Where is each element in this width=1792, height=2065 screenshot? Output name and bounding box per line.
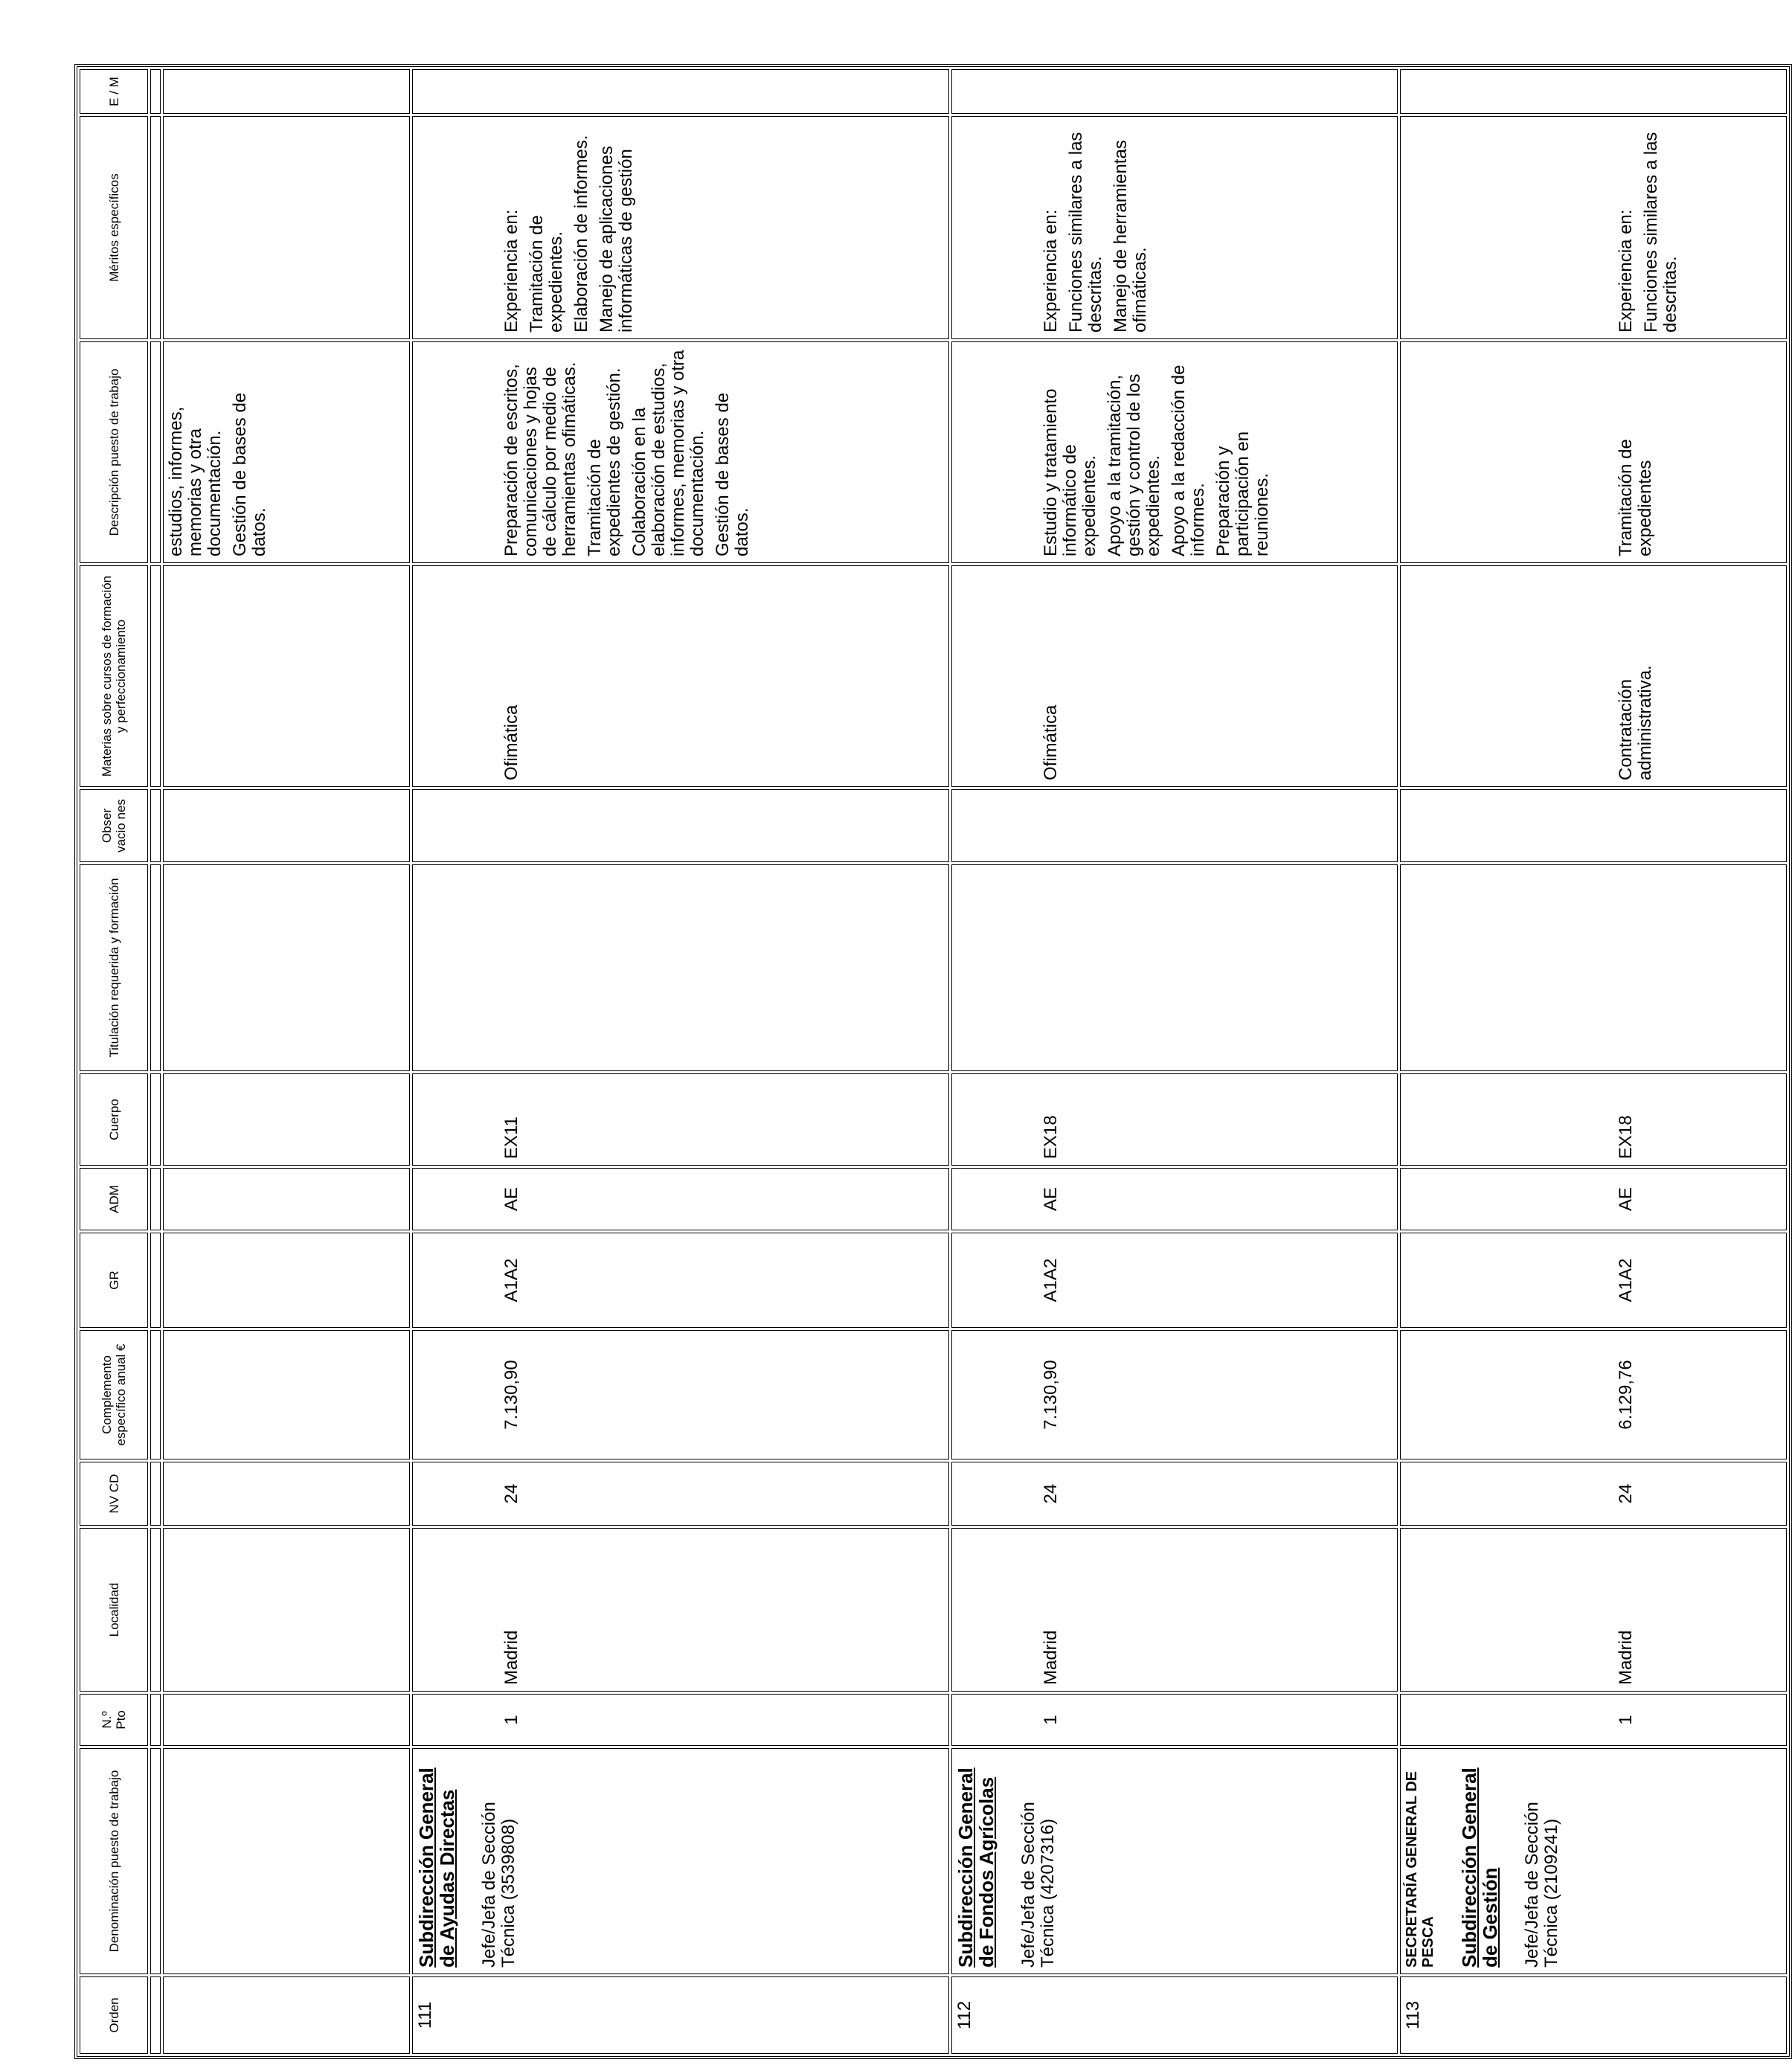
localidad-cell: Madrid <box>1400 1528 1787 1692</box>
section-heading: Subdirección General de Fondos Agrícolas <box>954 1767 998 1968</box>
adm-cell: AE <box>1400 1168 1787 1230</box>
em-cell <box>951 69 1398 114</box>
meritos-cell <box>951 116 1398 339</box>
section-heading: Subdirección General de Ayudas Directas <box>415 1767 458 1968</box>
header-materias: Materias sobre cursos de formación y perfeccionamiento <box>80 565 148 787</box>
materias-cell: Ofimática <box>951 565 1398 787</box>
orden-cell: 111 <box>412 1976 949 2054</box>
description-item: Tramitación de expedientes de gestión. <box>585 367 624 556</box>
description-item: Apoyo a la redacción de informes. <box>1169 364 1208 556</box>
gr-cell: A1A2 <box>1400 1233 1787 1328</box>
header-localidad: Localidad <box>80 1528 148 1692</box>
merit-item: Funciones similares a las descritas. <box>1066 132 1105 333</box>
orden-cell: 112 <box>951 1976 1398 2054</box>
merit-item: Elaboración de informes. <box>571 135 591 333</box>
spacer-row <box>150 69 161 2054</box>
titulacion-cell <box>1400 864 1787 1071</box>
meritos-cell <box>1400 116 1787 339</box>
description-item: Colaboración en la elaboración de estudios, informes, memorias y otra documentación. <box>629 350 707 556</box>
denominacion-cell <box>412 1748 949 1974</box>
table-body <box>150 69 1787 2054</box>
titulacion-cell <box>951 864 1398 1071</box>
header-nvcd: NV CD <box>80 1462 148 1526</box>
materias-cell: Contratación administrativa. <box>1400 565 1787 787</box>
nvcd-cell: 24 <box>1400 1462 1787 1526</box>
table-row <box>412 69 949 2054</box>
descripcion-cell <box>1400 341 1787 563</box>
complemento-cell: 7.130,90 <box>412 1330 949 1459</box>
adm-cell: AE <box>951 1168 1398 1230</box>
materias-cell: Ofimática <box>412 565 949 787</box>
merit-item: Experiencia en: <box>1041 209 1061 333</box>
header-row <box>80 69 148 2054</box>
cuerpo-cell: EX11 <box>412 1073 949 1166</box>
header-em: E / M <box>80 69 148 114</box>
header-complemento: Complemento específico anual € <box>80 1330 148 1459</box>
job-title: Jefe/Jefa de Sección Técnica (3539808) <box>479 1802 518 1968</box>
header-gr: GR <box>80 1233 148 1328</box>
npto-cell: 1 <box>951 1694 1398 1746</box>
em-cell <box>1400 69 1787 114</box>
description-item: Tramitación de expedientes <box>1616 439 1655 556</box>
gr-cell: A1A2 <box>412 1233 949 1328</box>
header-orden: Orden <box>80 1976 148 2054</box>
complemento-cell: 6.129,76 <box>1400 1330 1787 1459</box>
merit-item: Experiencia en: <box>501 209 521 333</box>
header-observaciones: Obser vacio nes <box>80 789 148 862</box>
cuerpo-cell: EX18 <box>951 1073 1398 1166</box>
complemento-cell: 7.130,90 <box>951 1330 1398 1459</box>
denominacion-cell <box>951 1748 1398 1974</box>
descripcion-cell <box>412 341 949 563</box>
job-table <box>74 64 1792 2059</box>
table-row <box>1400 69 1787 2054</box>
header-adm: ADM <box>80 1168 148 1230</box>
job-title: Jefe/Jefa de Sección Técnica (4207316) <box>1018 1802 1058 1968</box>
description-item: Estudio y tratamiento informático de expedientes. <box>1041 388 1099 556</box>
cuerpo-cell: EX18 <box>1400 1073 1787 1166</box>
header-npto: N.º Pto <box>80 1694 148 1746</box>
observaciones-cell <box>1400 789 1787 862</box>
denominacion-cell <box>1400 1748 1787 1974</box>
descripcion-cell <box>951 341 1398 563</box>
em-cell <box>412 69 949 114</box>
continuation-description: estudios, informes, memorias y otra documentación. Gestión de bases de datos. <box>163 341 410 563</box>
nvcd-cell: 24 <box>412 1462 949 1526</box>
observaciones-cell <box>412 789 949 862</box>
center-heading: SECRETARÍA GENERAL DE PESCA <box>1404 1770 1436 1968</box>
description-item: Apoyo a la tramitación, gestión y control de los expedientes. <box>1105 373 1163 556</box>
header-meritos: Méritos específicos <box>80 116 148 339</box>
meritos-cell <box>412 116 949 339</box>
description-item: Preparación y participación en reuniones. <box>1213 431 1272 556</box>
merit-item: Manejo de aplicaciones informáticas de gestión <box>597 146 636 333</box>
table-row <box>951 69 1398 2054</box>
gr-cell: A1A2 <box>951 1233 1398 1328</box>
header-titulacion: Titulación requerida y formación <box>80 864 148 1071</box>
npto-cell: 1 <box>412 1694 949 1746</box>
header-descripcion: Descripción puesto de trabajo <box>80 341 148 563</box>
merit-item: Experiencia en: <box>1616 209 1636 333</box>
merit-item: Manejo de herramientas ofimáticas. <box>1111 140 1150 333</box>
description-item: Preparación de escritos, comunicaciones y hojas de cálculo por medio de herramientas ofimáticas. <box>501 362 579 556</box>
merit-item: Tramitación de expedientes. <box>527 215 566 333</box>
description-item: Gestión de bases de datos. <box>713 392 752 556</box>
header-cuerpo: Cuerpo <box>80 1073 148 1166</box>
observaciones-cell <box>951 789 1398 862</box>
header-denominacion: Denominación puesto de trabajo <box>80 1748 148 1974</box>
nvcd-cell: 24 <box>951 1462 1398 1526</box>
section-heading: Subdirección General de Gestión <box>1458 1767 1501 1968</box>
orden-cell: 113 <box>1400 1976 1787 2054</box>
job-title: Jefe/Jefa de Sección Técnica (2109241) <box>1522 1802 1561 1968</box>
localidad-cell: Madrid <box>951 1528 1398 1692</box>
adm-cell: AE <box>412 1168 949 1230</box>
merit-item: Funciones similares a las descritas. <box>1641 132 1680 333</box>
localidad-cell: Madrid <box>412 1528 949 1692</box>
npto-cell: 1 <box>1400 1694 1787 1746</box>
titulacion-cell <box>412 864 949 1071</box>
continuation-row <box>163 69 410 2054</box>
